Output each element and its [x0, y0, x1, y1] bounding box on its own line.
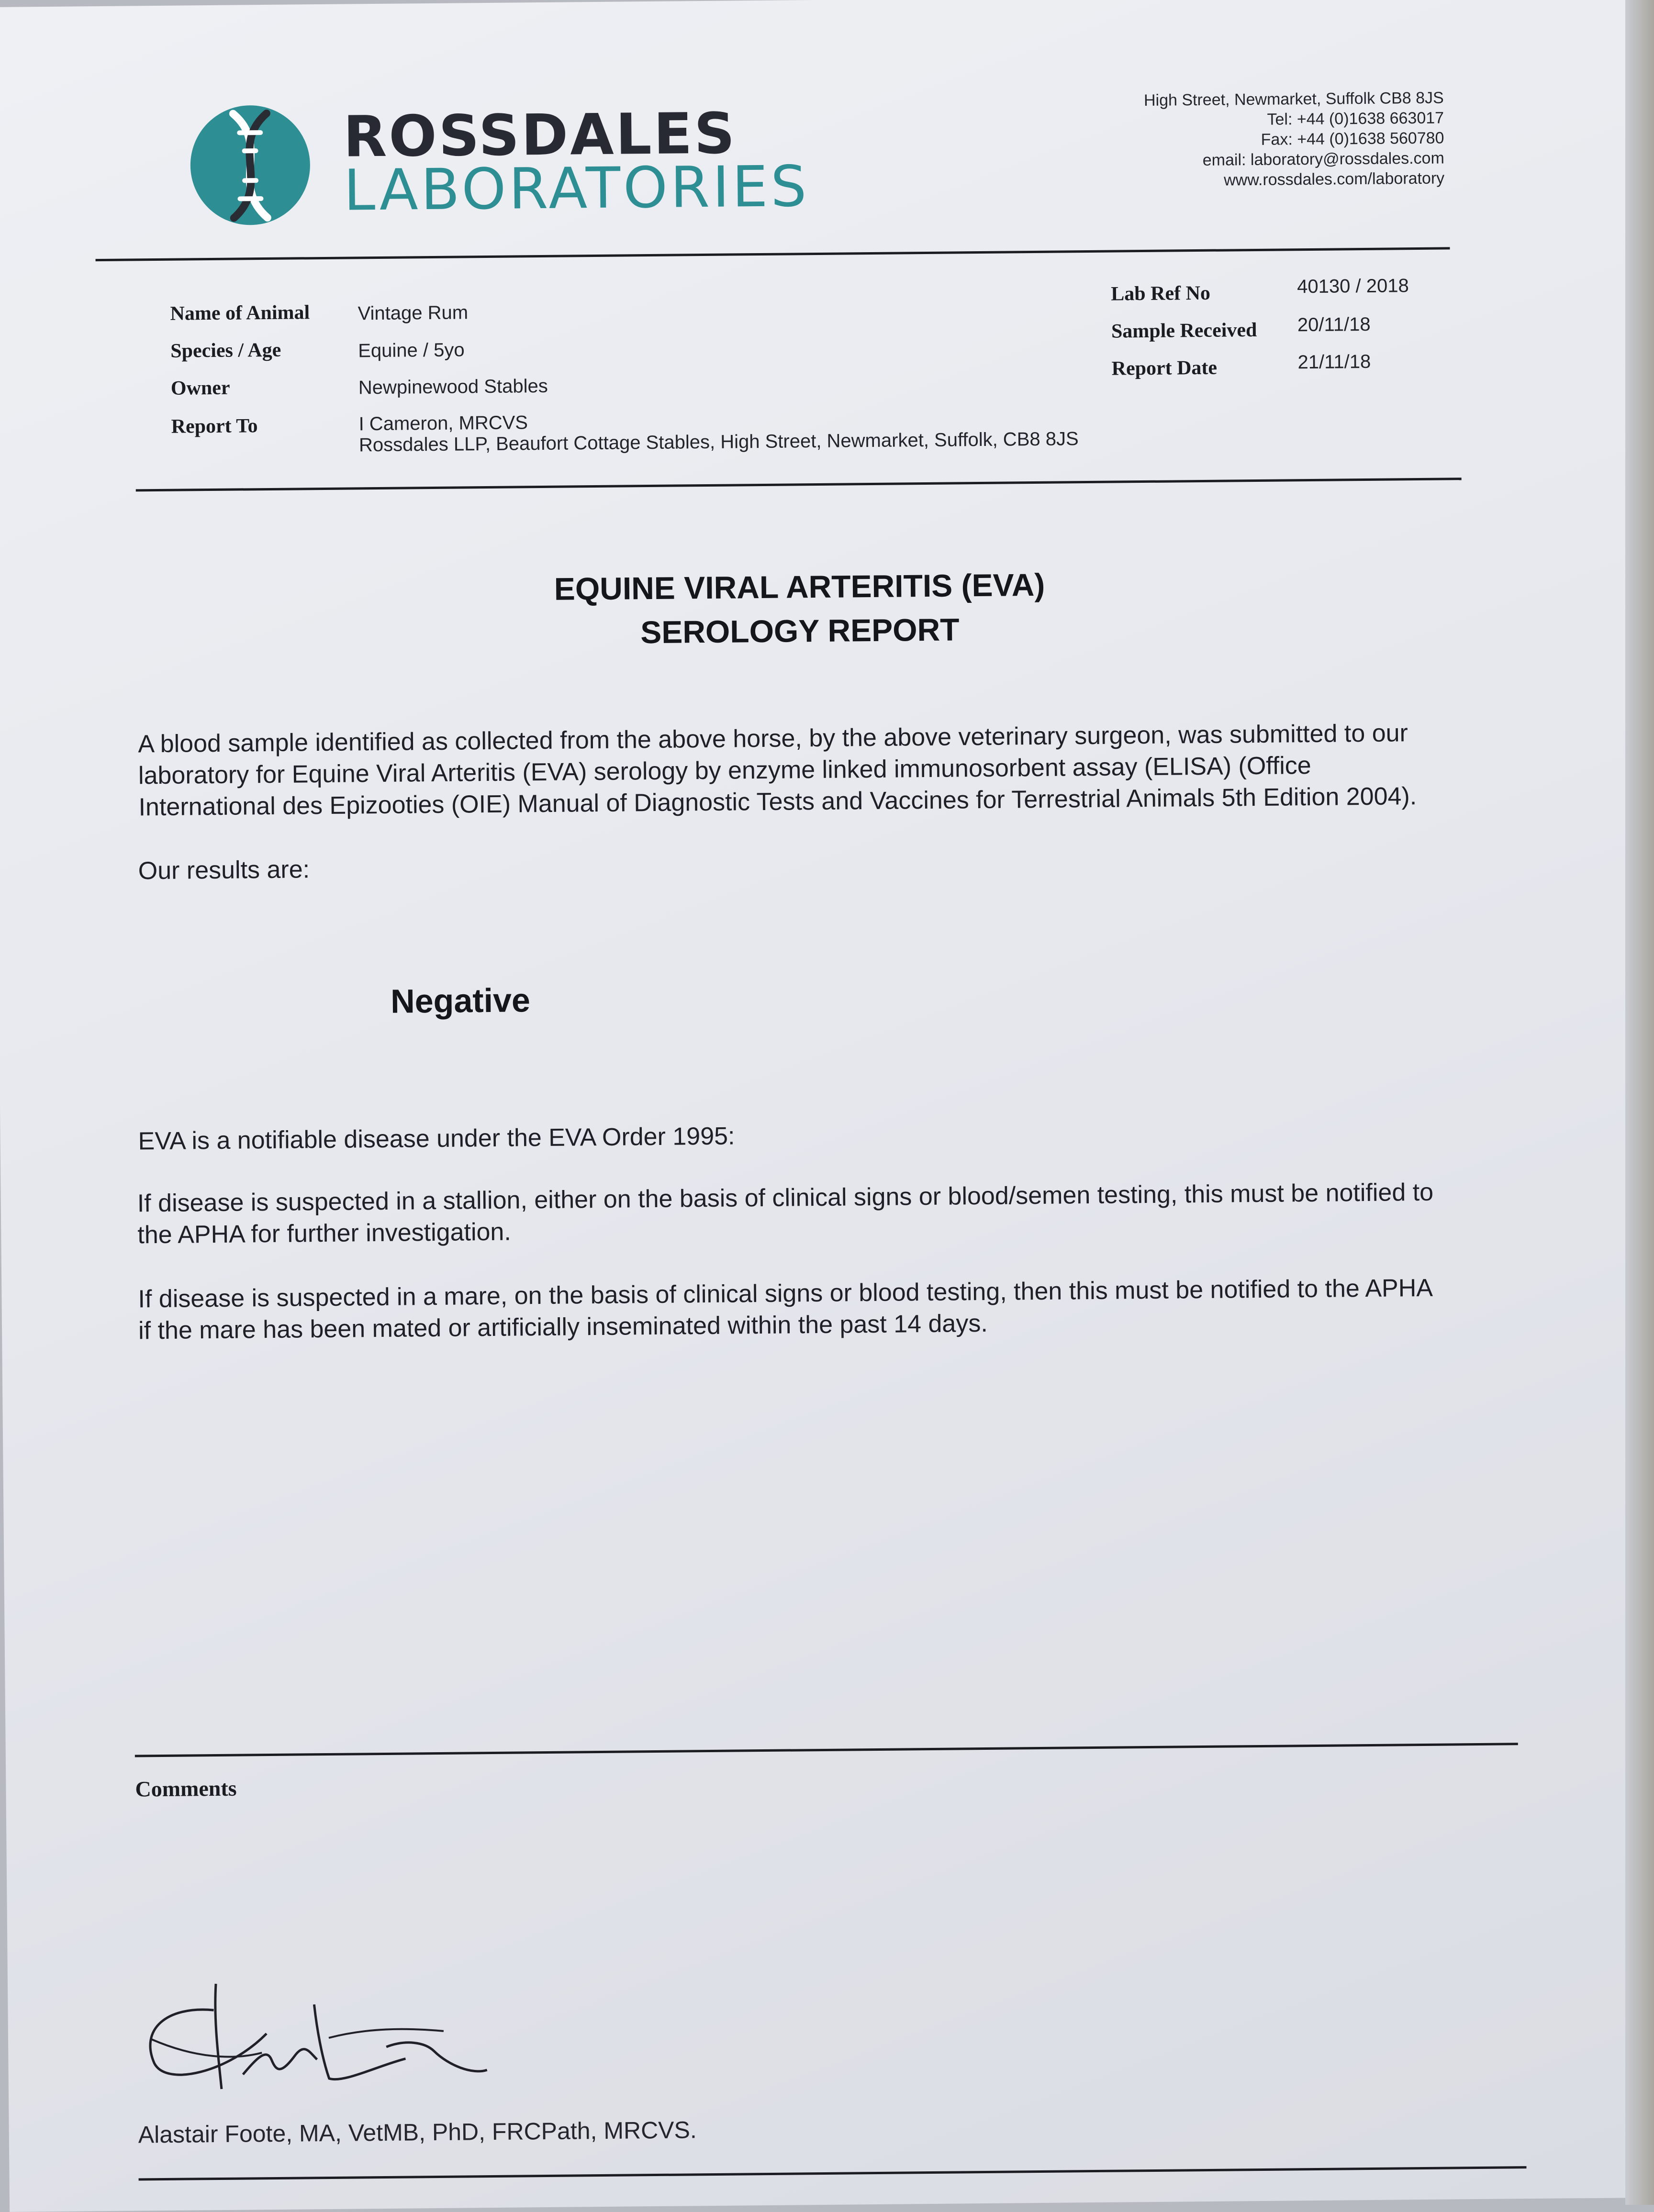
- report-title-line2: SEROLOGY REPORT: [0, 602, 1604, 660]
- comments-divider: [135, 1743, 1518, 1757]
- stallion-line: If disease is suspected in a stallion, either on the basis of clinical signs or blood/semen testing, this must be notified to: [137, 1177, 1434, 1220]
- signatory-name: Alastair Foote, MA, VetMB, PhD, FRCPath, MRCVS.: [138, 2116, 697, 2148]
- report-to-address: Rossdales LLP, Beaufort Cottage Stables, High Street, Newmarket, Suffolk, CB8 8JS: [359, 428, 1079, 456]
- report-date-value: 21/11/18: [1297, 351, 1371, 373]
- brand-name: ROSSDALES: [343, 105, 737, 165]
- results-intro: Our results are:: [138, 854, 310, 887]
- report-date-label: Report Date: [1111, 356, 1217, 380]
- species-age-value: Equine / 5yo: [358, 339, 465, 362]
- lab-tel: Tel: +44 (0)1638 663017: [1144, 108, 1444, 131]
- lab-ref-label: Lab Ref No: [1111, 282, 1210, 306]
- report-title: [0, 558, 1604, 660]
- stallion-paragraph: [137, 1177, 1434, 1251]
- intro-line: A blood sample identified as collected from the above horse, by the above veterinary surgeon, was submitted to our: [138, 717, 1416, 760]
- details-divider: [136, 478, 1462, 491]
- signature-icon: [137, 1974, 502, 2102]
- name-of-animal-value: Vintage Rum: [358, 302, 468, 324]
- mare-line: If disease is suspected in a mare, on the basis of clinical signs or blood testing, then this must be notified to the APHA: [138, 1272, 1433, 1315]
- stallion-line: the APHA for further investigation.: [137, 1208, 1434, 1251]
- owner-value: Newpinewood Stables: [358, 376, 548, 399]
- report-to-name: I Cameron, MRCVS: [358, 412, 528, 435]
- footer-divider: [139, 2166, 1527, 2180]
- intro-line: laboratory for Equine Viral Arteritis (EVA) serology by enzyme linked immunosorbent assay (ELISA) (Office: [138, 749, 1417, 791]
- owner-label: Owner: [171, 377, 230, 400]
- result-value: Negative: [391, 981, 530, 1021]
- lab-ref-value: 40130 / 2018: [1297, 275, 1409, 298]
- lab-website: www.rossdales.com/laboratory: [1144, 168, 1444, 191]
- mare-paragraph: [138, 1272, 1433, 1347]
- species-age-label: Species / Age: [170, 339, 281, 363]
- mare-line: if the mare has been mated or artificially inseminated within the past 14 days.: [138, 1304, 1433, 1347]
- page-edge: [1625, 0, 1654, 2205]
- sample-received-label: Sample Received: [1111, 319, 1257, 343]
- intro-paragraph: [138, 717, 1417, 823]
- dna-helix-icon: [188, 102, 313, 228]
- contact-block: [1144, 88, 1445, 191]
- lab-email: email: laboratory@rossdales.com: [1144, 148, 1444, 171]
- lab-fax: Fax: +44 (0)1638 560780: [1144, 128, 1444, 151]
- header-divider: [96, 247, 1450, 261]
- notifiable-statement: EVA is a notifiable disease under the EVA Order 1995:: [138, 1121, 735, 1157]
- comments-label: Comments: [135, 1776, 237, 1802]
- name-of-animal-label: Name of Animal: [170, 301, 310, 325]
- lab-address: High Street, Newmarket, Suffolk CB8 8JS: [1144, 88, 1444, 111]
- brand-subtitle: LABORATORIES: [344, 158, 810, 218]
- sample-received-value: 20/11/18: [1297, 314, 1371, 336]
- report-to-label: Report To: [171, 414, 257, 438]
- intro-line: International des Epizooties (OIE) Manual of Diagnostic Tests and Vaccines for Terrestrial Animals 5th Edition 2004).: [138, 780, 1417, 823]
- report-title-line1: EQUINE VIRAL ARTERITIS (EVA): [0, 558, 1604, 616]
